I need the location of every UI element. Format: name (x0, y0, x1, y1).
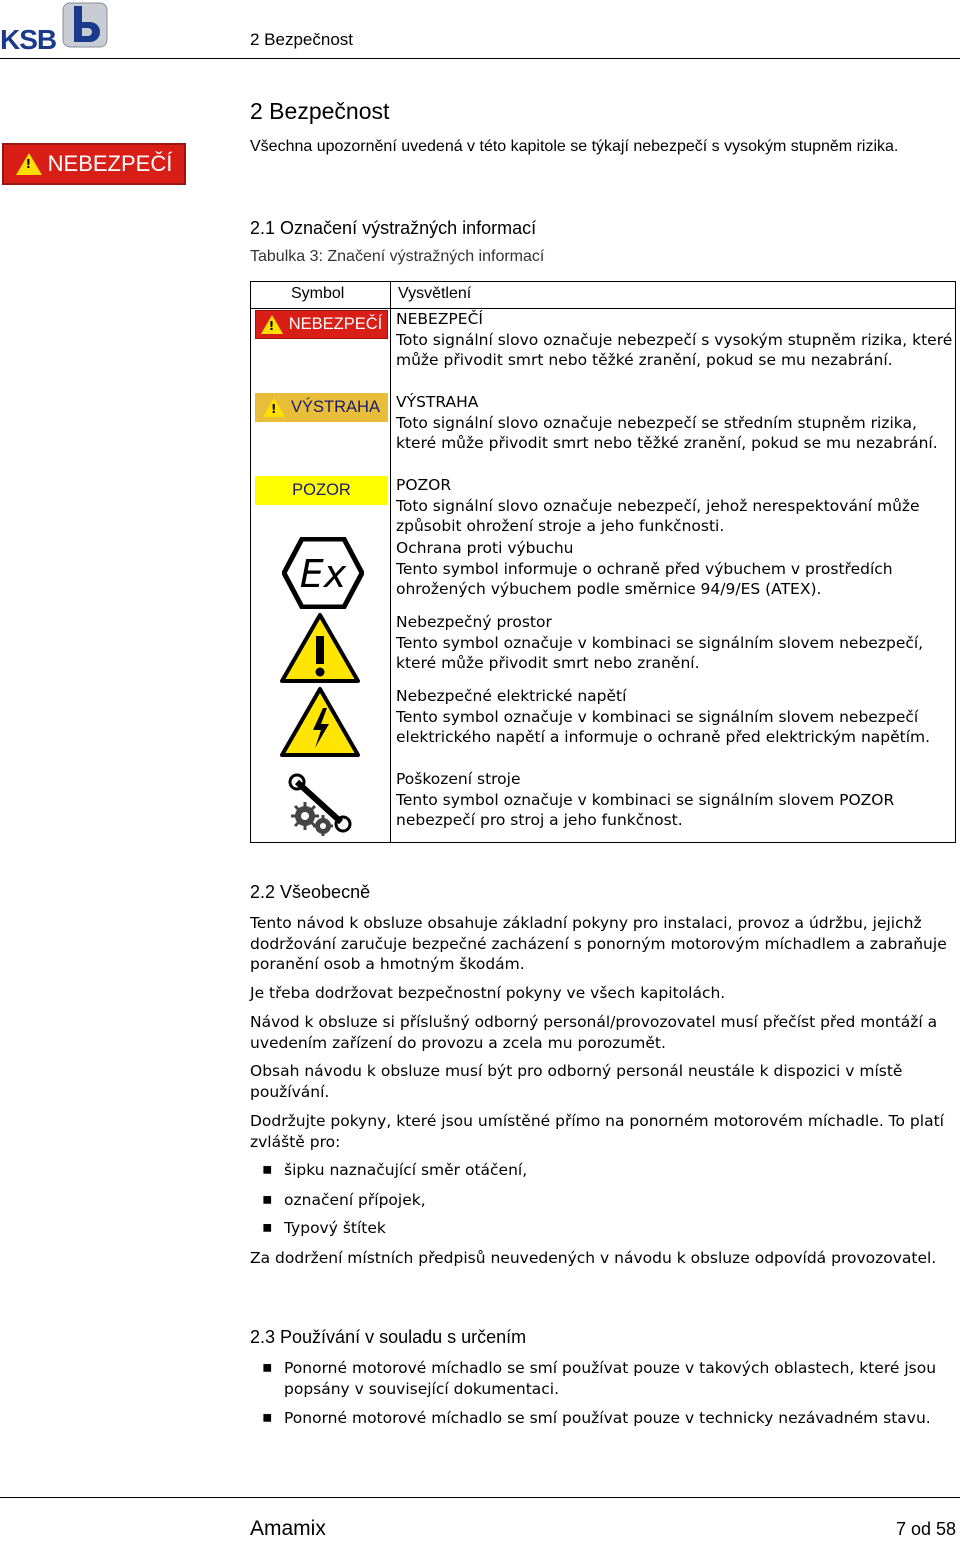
caution-signal (255, 476, 388, 505)
general-hazard-icon (279, 612, 361, 684)
table-caption: Tabulka 3: Značení výstražných informací (250, 248, 545, 265)
paragraph: Je třeba dodržovat bezpečnostní pokyny ve všech kapitolách. (250, 984, 726, 1002)
bullet-marker: ▪ (262, 1190, 273, 1208)
subsection-2-3-title: 2.3 Používání v souladu s určením (250, 1327, 527, 1347)
paragraph: Tento návod k obsluze obsahuje základní pokyny pro instalaci, provoz a údržbu, jejichž dodržování zaručuje bezpečné zacházení s ponorným motorovým míchadlem a zabraňuje poranění osob a hmotným škodám. (250, 914, 947, 973)
footer-product: Amamix (250, 1517, 326, 1540)
footer-rule (0, 1497, 960, 1498)
table-row (396, 309, 956, 371)
paragraph: Za dodržení místních předpisů neuvedených v návodu k obsluze odpovídá provozovatel. (250, 1249, 937, 1267)
subsection-2-1-title: 2.1 Označení výstražných informací (250, 218, 537, 238)
row-text: Tento symbol označuje v kombinaci se signálním slovem nebezpečí elektrického napětí a informuje o ochraně před elektrickým napětím. (396, 707, 931, 746)
warning-triangle-icon (261, 315, 283, 334)
row-title: Nebezpečný prostor (396, 613, 552, 631)
table-column-divider (390, 282, 391, 842)
caution-signal-label: POZOR (292, 481, 351, 499)
list-item: šipku naznačující směr otáčení, (284, 1161, 528, 1179)
row-text: Toto signální slovo označuje nebezpečí s vysokým stupněm rizika, které může přivodit smrt nebo těžké zranění, pokud se mu nezabrání. (396, 330, 953, 369)
page-number: 7 od 58 (895, 1519, 956, 1539)
table-row (396, 769, 956, 831)
danger-signal-label: NEBEZPEČÍ (47, 151, 173, 176)
warning-signal-label: VÝSTRAHA (291, 398, 380, 416)
header-rule (0, 58, 960, 59)
svg-text:Ex: Ex (299, 552, 347, 596)
bullet-marker: ▪ (262, 1408, 273, 1426)
warning-signal (255, 393, 388, 422)
row-title: VÝSTRAHA (396, 393, 479, 411)
list-item: Ponorné motorové míchadlo se smí používat pouze v takových oblastech, které jsou popsány v související dokumentaci. (284, 1359, 937, 1398)
table-header-explanation: Vysvětlení (398, 285, 472, 302)
row-text: Toto signální slovo označuje nebezpečí, jehož nerespektování může způsobit ohrožení stroje a jeho funkčnosti. (396, 496, 920, 535)
row-text: Tento symbol informuje o ochraně před výbuchem v prostředích ohrožených výbuchem podle směrnice 94/9/ES (ATEX). (396, 559, 893, 598)
paragraph: Návod k obsluze si příslušný odborný personál/provozovatel musí přečíst před montáží a uvedením zařízení do provozu a zcela mu porozumět. (250, 1013, 938, 1052)
row-title: NEBEZPEČÍ (396, 310, 483, 328)
paragraph: Dodržujte pokyny, které jsou umístěné přímo na ponorném motorovém míchadle. To platí zvláště pro: (250, 1112, 944, 1151)
section-title: 2 Bezpečnost (250, 98, 390, 124)
table-row (396, 392, 956, 454)
table-header-symbol: Symbol (291, 285, 345, 302)
list-item: označení přípojek, (284, 1191, 426, 1209)
danger-signal-label: NEBEZPEČÍ (288, 315, 383, 333)
table-row (396, 538, 956, 600)
ex-icon (282, 537, 364, 609)
bullet-marker: ▪ (262, 1358, 273, 1376)
row-title: Ochrana proti výbuchu (396, 539, 574, 557)
electric-hazard-icon (279, 686, 361, 758)
table-row (396, 612, 956, 674)
section-intro: Všechna upozornění uvedená v této kapitole se týkají nebezpečí s vysokým stupněm rizika. (250, 138, 899, 155)
subsection-2-2-title: 2.2 Všeobecně (250, 882, 371, 902)
row-text: Toto signální slovo označuje nebezpečí se středním stupněm rizika, které může přivodit smrt nebo těžké zranění, pokud se mu nezabrání. (396, 413, 938, 452)
row-title: POZOR (396, 476, 452, 494)
paragraph: Obsah návodu k obsluze musí být pro odborný personál neustále k dispozici v místě používání. (250, 1062, 903, 1101)
row-title: Poškození stroje (396, 770, 521, 788)
danger-signal-margin (2, 143, 186, 185)
machine-damage-icon (287, 772, 357, 836)
warning-triangle-icon (16, 153, 42, 175)
warning-triangle-icon (263, 398, 285, 417)
running-title: 2 Bezpečnost (250, 30, 354, 49)
warning-table (250, 281, 956, 843)
ksb-b-mark-icon (62, 2, 108, 48)
bullet-marker: ▪ (262, 1218, 273, 1236)
bullet-marker: ▪ (262, 1160, 273, 1178)
logo-text: KSB (0, 24, 57, 55)
list-item: Ponorné motorové míchadlo se smí používat pouze v technicky nezávadném stavu. (284, 1409, 931, 1427)
ksb-logo (0, 0, 118, 55)
row-title: Nebezpečné elektrické napětí (396, 687, 627, 705)
row-text: Tento symbol označuje v kombinaci se signálním slovem POZOR nebezpečí pro stroj a jeho funkčnost. (396, 790, 895, 829)
list-item: Typový štítek (284, 1219, 386, 1237)
danger-signal (255, 310, 388, 339)
row-text: Tento symbol označuje v kombinaci se signálním slovem nebezpečí, které může přivodit smrt nebo zranění. (396, 633, 924, 672)
table-row (396, 686, 956, 748)
table-row (396, 475, 956, 537)
